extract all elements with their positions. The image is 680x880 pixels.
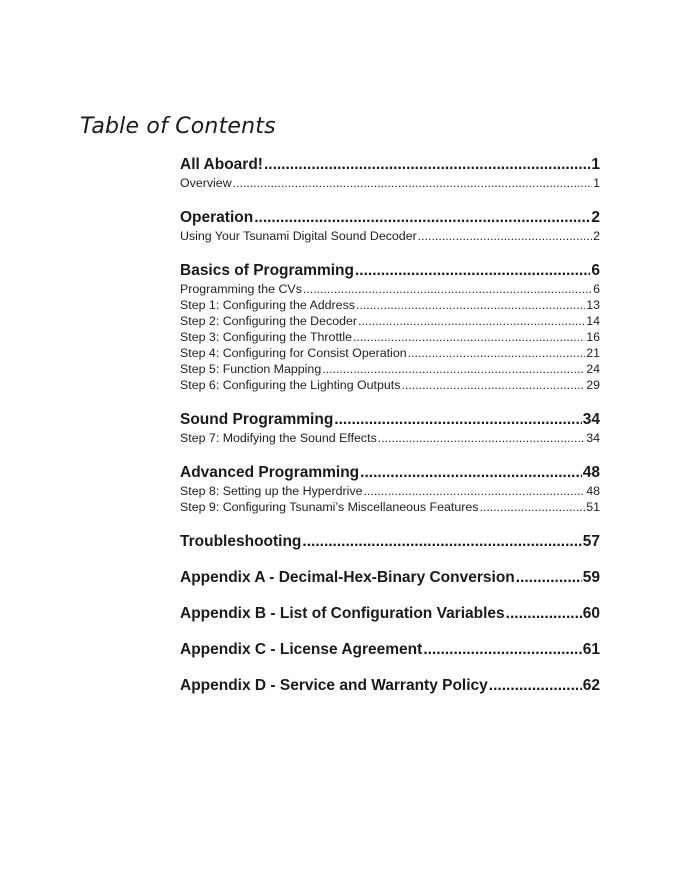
toc-section xyxy=(180,410,600,446)
toc-section-heading-page-number: 6 xyxy=(591,262,600,279)
toc-entry-label: Step 7: Modifying the Sound Effects xyxy=(180,431,377,445)
toc-section-heading[interactable] xyxy=(180,532,600,552)
dot-leader xyxy=(423,640,581,660)
toc-section-heading-label: Basics of Programming xyxy=(180,262,354,279)
toc-section xyxy=(180,208,600,244)
toc-section-heading-page-number: 59 xyxy=(582,569,600,586)
toc-section-heading-page-number: 57 xyxy=(582,533,600,550)
dot-leader xyxy=(479,499,585,515)
toc-section xyxy=(180,532,600,552)
toc-entry-label: Step 9: Configuring Tsunami’s Miscellaneous Features xyxy=(180,500,479,514)
toc-entry[interactable] xyxy=(180,329,600,345)
toc-entry-page-number: 24 xyxy=(586,362,600,376)
toc-entry-page-number: 13 xyxy=(586,298,600,312)
toc-section xyxy=(180,604,600,624)
toc-section xyxy=(180,676,600,696)
toc-entry-page-number: 1 xyxy=(593,176,600,190)
dot-leader xyxy=(516,568,582,588)
toc-entry-label: Step 4: Configuring for Consist Operation xyxy=(180,346,407,360)
dot-leader xyxy=(264,155,590,175)
toc-section-heading-label: Troubleshooting xyxy=(180,533,302,550)
dot-leader xyxy=(254,208,590,228)
toc-section-heading-label: Appendix C - License Agreement xyxy=(180,641,423,658)
toc-section-heading[interactable] xyxy=(180,208,600,228)
toc-section xyxy=(180,463,600,515)
toc-entry[interactable] xyxy=(180,377,600,393)
toc-section-heading[interactable] xyxy=(180,463,600,483)
toc-entry[interactable] xyxy=(180,483,600,499)
toc-entry[interactable] xyxy=(180,345,600,361)
toc-section-heading[interactable] xyxy=(180,261,600,281)
dot-leader xyxy=(378,430,585,446)
toc-entry-label: Step 8: Setting up the Hyperdrive xyxy=(180,484,363,498)
toc-section-heading[interactable] xyxy=(180,676,600,696)
dot-leader xyxy=(322,361,585,377)
toc-entry-page-number: 16 xyxy=(586,330,600,344)
toc-entry[interactable] xyxy=(180,430,600,446)
toc-entry-page-number: 48 xyxy=(586,484,600,498)
toc-entry[interactable] xyxy=(180,499,600,515)
toc-section-heading-label: All Aboard! xyxy=(180,156,263,173)
toc-section-heading-label: Appendix D - Service and Warranty Policy xyxy=(180,677,488,694)
toc-section-heading-page-number: 2 xyxy=(591,209,600,226)
dot-leader xyxy=(360,463,582,483)
toc-entry-label: Step 1: Configuring the Address xyxy=(180,298,355,312)
dot-leader xyxy=(353,329,585,345)
toc-entry[interactable] xyxy=(180,281,600,297)
page-title: Table of Contents xyxy=(80,114,276,139)
dot-leader xyxy=(356,297,585,313)
toc-section-heading-page-number: 34 xyxy=(582,411,600,428)
toc-entry-label: Using Your Tsunami Digital Sound Decoder xyxy=(180,229,417,243)
toc-entry-page-number: 21 xyxy=(586,346,600,360)
toc-entry-label: Programming the CVs xyxy=(180,282,302,296)
toc-section-heading-page-number: 1 xyxy=(591,156,600,173)
toc-section-heading[interactable] xyxy=(180,568,600,588)
toc-entry[interactable] xyxy=(180,297,600,313)
dot-leader xyxy=(303,281,592,297)
toc-entry-page-number: 14 xyxy=(586,314,600,328)
toc-section-heading[interactable] xyxy=(180,155,600,175)
toc-section-heading-page-number: 62 xyxy=(582,677,600,694)
toc-entry-page-number: 34 xyxy=(586,431,600,445)
toc-section-heading[interactable] xyxy=(180,604,600,624)
toc-entry-page-number: 29 xyxy=(586,378,600,392)
dot-leader xyxy=(489,676,582,696)
toc-section-heading-label: Sound Programming xyxy=(180,411,334,428)
table-of-contents xyxy=(180,155,600,712)
toc-section xyxy=(180,155,600,191)
toc-entry[interactable] xyxy=(180,175,600,191)
toc-entry-page-number: 2 xyxy=(593,229,600,243)
toc-section-heading-page-number: 61 xyxy=(582,641,600,658)
toc-entry[interactable] xyxy=(180,361,600,377)
toc-entry-page-number: 51 xyxy=(586,500,600,514)
toc-section xyxy=(180,568,600,588)
toc-entry-page-number: 6 xyxy=(593,282,600,296)
toc-section-heading-label: Operation xyxy=(180,209,254,226)
toc-section-heading[interactable] xyxy=(180,410,600,430)
toc-entry[interactable] xyxy=(180,313,600,329)
toc-section xyxy=(180,640,600,660)
toc-section xyxy=(180,261,600,393)
dot-leader xyxy=(233,175,592,191)
dot-leader xyxy=(302,532,581,552)
dot-leader xyxy=(418,228,592,244)
dot-leader xyxy=(408,345,586,361)
dot-leader xyxy=(364,483,586,499)
toc-section-heading-label: Appendix B - List of Configuration Variables xyxy=(180,605,505,622)
dot-leader xyxy=(506,604,582,624)
dot-leader xyxy=(401,377,585,393)
toc-section-heading-page-number: 48 xyxy=(582,464,600,481)
toc-section-heading-page-number: 60 xyxy=(582,605,600,622)
toc-entry-label: Step 3: Configuring the Throttle xyxy=(180,330,352,344)
toc-entry-label: Step 6: Configuring the Lighting Outputs xyxy=(180,378,401,392)
toc-entry-label: Step 5: Function Mapping xyxy=(180,362,322,376)
dot-leader xyxy=(334,410,581,430)
toc-entry[interactable] xyxy=(180,228,600,244)
dot-leader xyxy=(358,313,585,329)
toc-section-heading[interactable] xyxy=(180,640,600,660)
toc-section-heading-label: Appendix A - Decimal-Hex-Binary Conversion xyxy=(180,569,515,586)
toc-entry-label: Overview xyxy=(180,176,232,190)
dot-leader xyxy=(355,261,590,281)
toc-section-heading-label: Advanced Programming xyxy=(180,464,360,481)
toc-entry-label: Step 2: Configuring the Decoder xyxy=(180,314,358,328)
